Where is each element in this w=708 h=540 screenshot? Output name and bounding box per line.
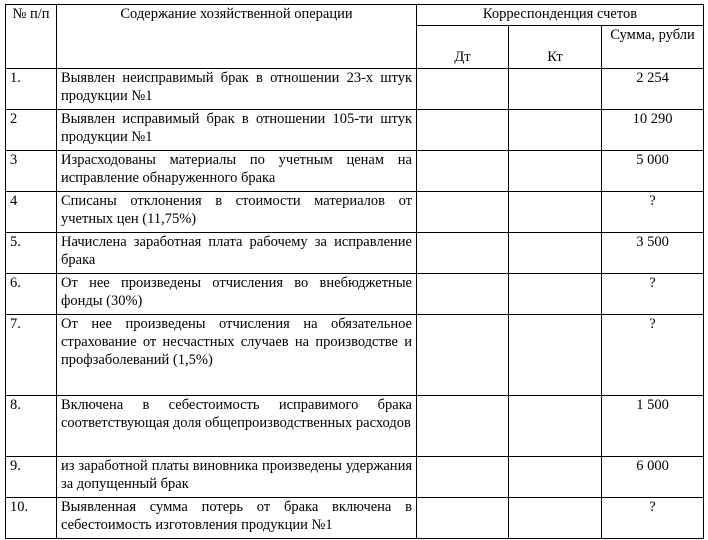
row-number: 4 (6, 192, 57, 233)
row-amount: 1 500 (602, 396, 704, 457)
row-number: 10. (6, 498, 57, 539)
row-number: 2 (6, 110, 57, 151)
table-row (6, 457, 704, 498)
row-operation-text: Выявлен неисправимый брак в отношении 23-х штук продукции №1 (57, 69, 417, 110)
row-amount: 3 500 (602, 233, 704, 274)
row-debit-cell (417, 498, 509, 539)
row-operation-text: Израсходованы материалы по учетным ценам на исправление обнаруженного брака (57, 151, 417, 192)
row-operation-text: От нее произведены отчисления во внебюджетные фонды (30%) (57, 274, 417, 315)
table-row (6, 69, 704, 110)
row-debit-cell (417, 274, 509, 315)
table-row (6, 396, 704, 457)
row-credit-cell (509, 233, 602, 274)
row-debit-cell (417, 396, 509, 457)
header-credit: Кт (509, 26, 602, 69)
table-row (6, 151, 704, 192)
row-debit-cell (417, 192, 509, 233)
row-amount: 10 290 (602, 110, 704, 151)
row-credit-cell (509, 192, 602, 233)
row-credit-cell (509, 110, 602, 151)
row-number: 9. (6, 457, 57, 498)
row-operation-text: из заработной платы виновника произведены удержания за допущенный брак (57, 457, 417, 498)
header-amount: Сумма, рубли (602, 26, 704, 69)
table-row (6, 315, 704, 396)
row-debit-cell (417, 69, 509, 110)
row-operation-text: Списаны отклонения в стоимости материалов от учетных цен (11,75%) (57, 192, 417, 233)
header-num: № п/п (6, 5, 57, 69)
row-amount: ? (602, 315, 704, 396)
row-number: 3 (6, 151, 57, 192)
row-number: 8. (6, 396, 57, 457)
row-number: 5. (6, 233, 57, 274)
row-operation-text: От нее произведены отчисления на обязательное страхование от несчастных случаев на производстве и профзаболеваний (1,5%) (57, 315, 417, 396)
row-credit-cell (509, 69, 602, 110)
table-row (6, 233, 704, 274)
row-credit-cell (509, 457, 602, 498)
row-number: 1. (6, 69, 57, 110)
operations-table (5, 4, 704, 539)
table-row (6, 498, 704, 539)
row-debit-cell (417, 110, 509, 151)
row-credit-cell (509, 151, 602, 192)
header-correspondence: Корреспонденция счетов (417, 5, 704, 26)
row-operation-text: Включена в себестоимость исправимого брака соответствующая доля общепроизводственных расходов (57, 396, 417, 457)
table-row (6, 110, 704, 151)
row-debit-cell (417, 457, 509, 498)
row-debit-cell (417, 151, 509, 192)
row-credit-cell (509, 498, 602, 539)
row-number: 7. (6, 315, 57, 396)
row-credit-cell (509, 396, 602, 457)
row-operation-text: Выявлен исправимый брак в отношении 105-ти штук продукции №1 (57, 110, 417, 151)
row-amount: ? (602, 274, 704, 315)
table-row (6, 192, 704, 233)
table-row (6, 274, 704, 315)
header-debit: Дт (417, 26, 509, 69)
row-number: 6. (6, 274, 57, 315)
row-operation-text: Выявленная сумма потерь от брака включена в себестоимость изготовления продукции №1 (57, 498, 417, 539)
row-amount: 6 000 (602, 457, 704, 498)
row-credit-cell (509, 315, 602, 396)
row-amount: ? (602, 192, 704, 233)
row-credit-cell (509, 274, 602, 315)
row-operation-text: Начислена заработная плата рабочему за исправление брака (57, 233, 417, 274)
row-amount: 5 000 (602, 151, 704, 192)
row-debit-cell (417, 315, 509, 396)
row-amount: ? (602, 498, 704, 539)
row-amount: 2 254 (602, 69, 704, 110)
row-debit-cell (417, 233, 509, 274)
header-content: Содержание хозяйственной операции (57, 5, 417, 69)
